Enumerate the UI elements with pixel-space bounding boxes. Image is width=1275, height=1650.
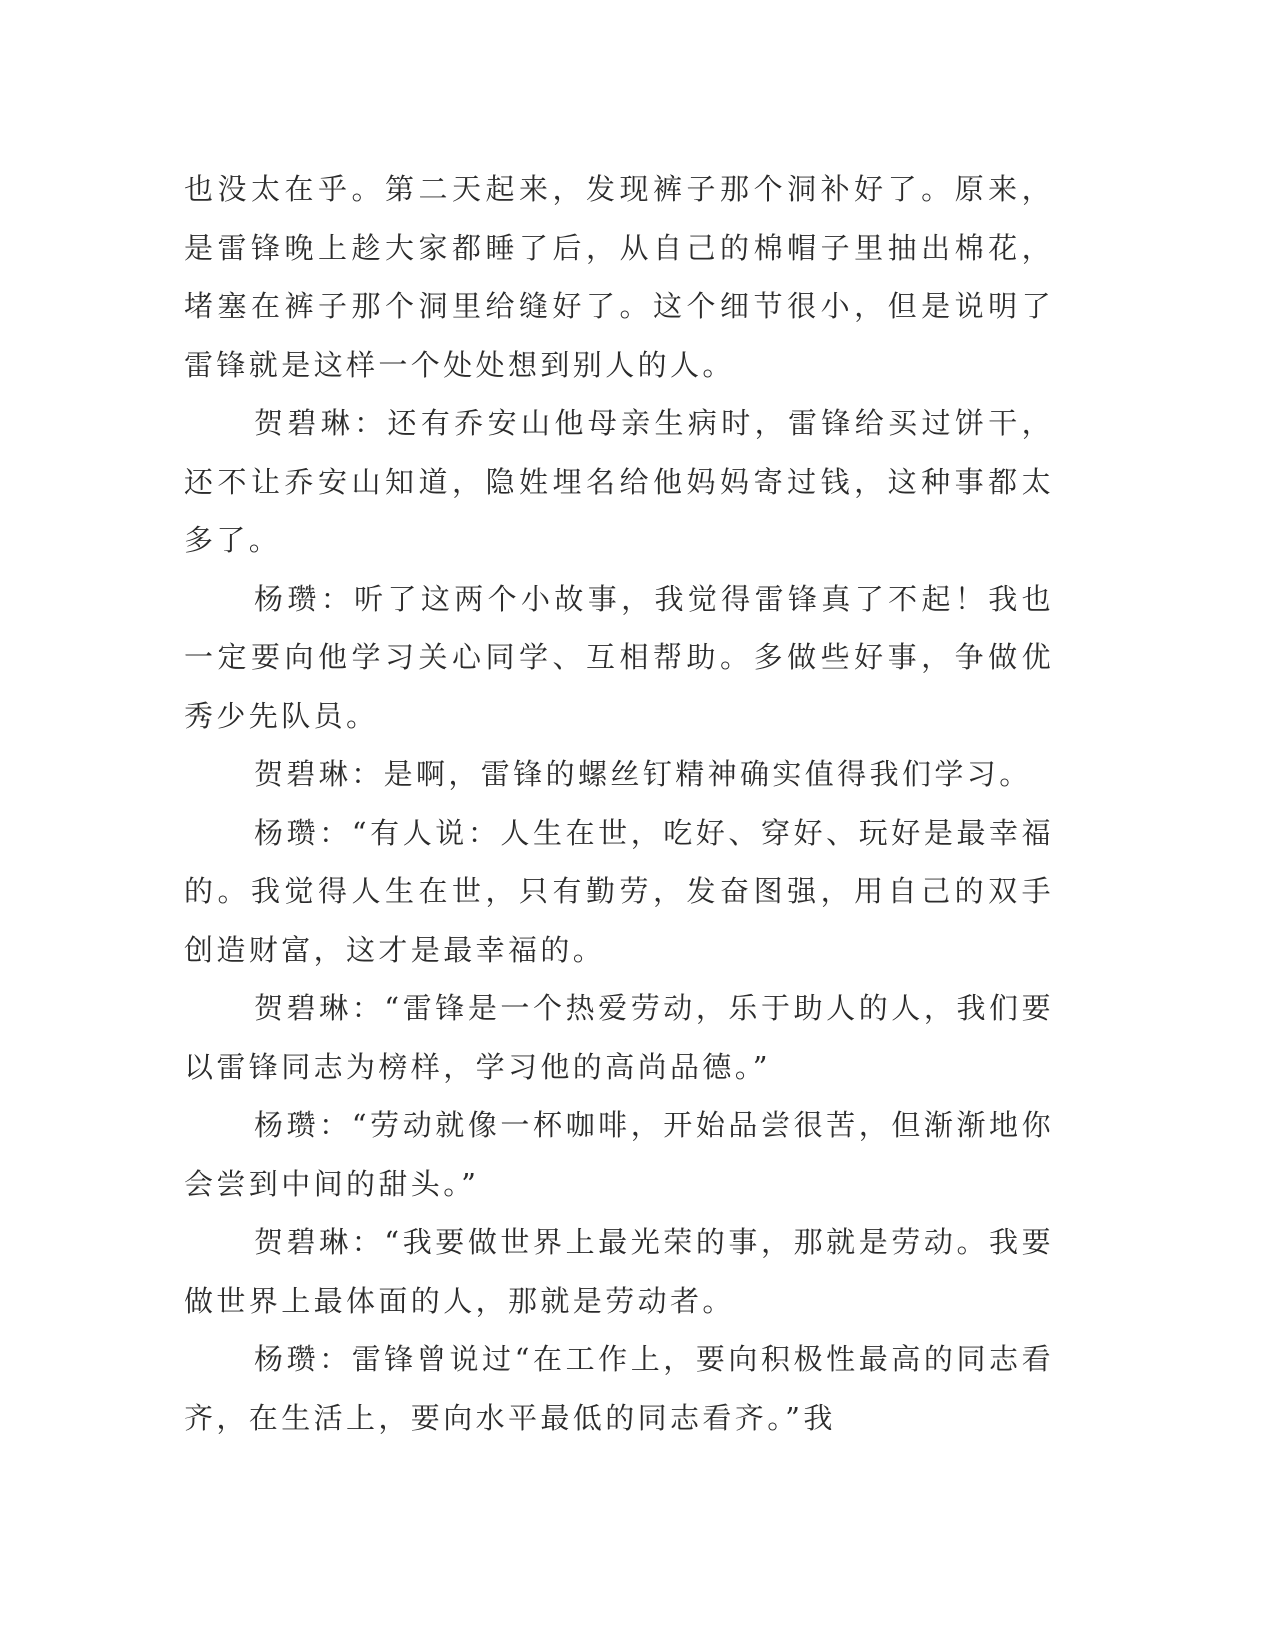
paragraph-2: 贺碧琳：还有乔安山他母亲生病时，雷锋给买过饼干，还不让乔安山知道，隐姓埋名给他妈妈寄过钱，这种事都太多了。 [184, 406, 1054, 557]
paragraph-4: 贺碧琳：是啊，雷锋的螺丝钉精神确实值得我们学习。 [254, 757, 1032, 791]
paragraph-1: 也没太在乎。第二天起来，发现裤子那个洞补好了。原来，是雷锋晚上趁大家都睡了后，从自己的棉帽子里抽出棉花，堵塞在裤子那个洞里给缝好了。这个细节很小，但是说明了雷锋就是这样一个处处想到别人的人。 [184, 172, 1054, 382]
paragraph-8: 贺碧琳：“我要做世界上最光荣的事，那就是劳动。我要做世界上最体面的人，那就是劳动者。 [184, 1225, 1054, 1318]
paragraph-5: 杨瓒：“有人说：人生在世，吃好、穿好、玩好是最幸福的。我觉得人生在世，只有勤劳，发奋图强，用自己的双手创造财富，这才是最幸福的。 [184, 815, 1054, 967]
paragraph-7: 杨瓒：“劳动就像一杯咖啡，开始品尝很苦，但渐渐地你会尝到中间的甜头。” [184, 1108, 1054, 1201]
paragraph-3: 杨瓒：听了这两个小故事，我觉得雷锋真了不起！我也一定要向他学习关心同学、互相帮助。多做些好事，争做优秀少先队员。 [184, 581, 1054, 733]
document-body [184, 160, 1054, 1447]
paragraph-6: 贺碧琳：“雷锋是一个热爱劳动，乐于助人的人，我们要以雷锋同志为榜样，学习他的高尚品德。” [184, 991, 1054, 1084]
paragraph-9: 杨瓒：雷锋曾说过“在工作上，要向积极性最高的同志看齐，在生活上，要向水平最低的同志看齐。”我 [184, 1342, 1054, 1435]
